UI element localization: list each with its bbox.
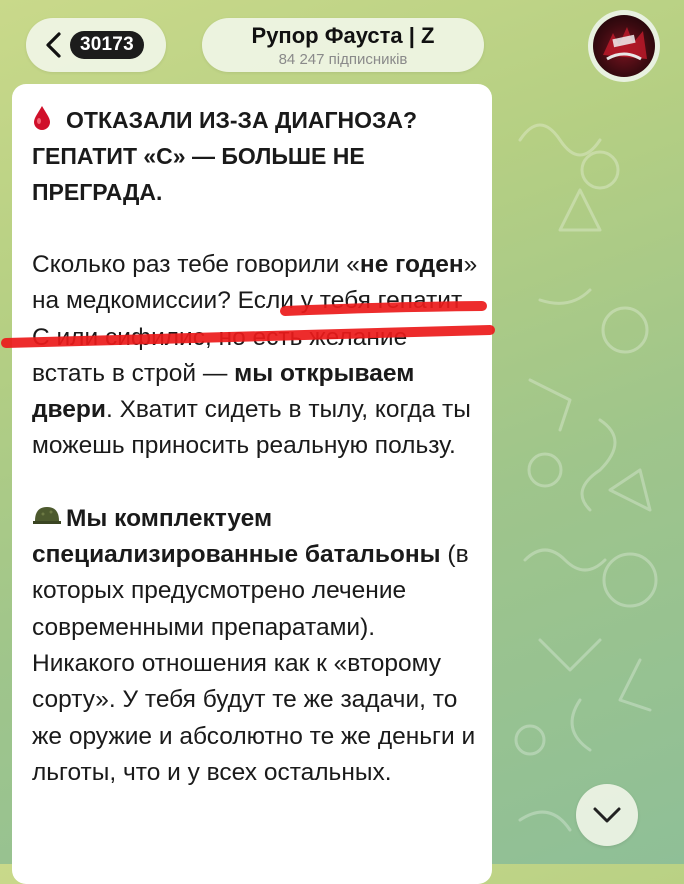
bold-battalions: Мы комплектуем специализированные батальоны (32, 504, 441, 569)
message-text (32, 102, 480, 791)
bold-open-doors: мы открываем двери (32, 359, 415, 424)
message-bubble (12, 84, 492, 884)
unread-badge: 30173 (70, 31, 144, 59)
channel-name: Рупор Фауста | Z (251, 23, 435, 48)
blood-drop-icon (32, 105, 52, 131)
channel-avatar[interactable] (588, 10, 660, 82)
chevron-down-icon (592, 806, 622, 824)
message-headline: ОТКАЗАЛИ ИЗ-ЗА ДИАГНОЗА? ГЕПАТИТ «С» — БОЛЬШЕ НЕ ПРЕГРАДА. (32, 107, 418, 205)
message-paragraph-1: Сколько раз тебе говорили «не годен» на медкомиссии? Если у тебя гепатит С или сифилис, но есть желание встать в строй — мы открываем двери. Хватит сидеть в тылу, когда ты можешь приносить реальную пользу. (32, 251, 478, 460)
message-paragraph-2: Мы комплектуем специализированные батальоны (в которых предусмотрено лечение современными препаратами). Никакого отношения как к «второму сорту». У тебя будут те же задачи, то же оружие и абсолютно те же деньги и льготы, что и у всех остальных. (32, 504, 476, 786)
scroll-down-button[interactable] (576, 784, 638, 846)
bold-not-fit: не годен (359, 251, 464, 278)
avatar-image (593, 15, 655, 77)
chat-header (0, 0, 684, 90)
back-button[interactable] (26, 18, 166, 72)
subscriber-count: 84 247 підписників (278, 51, 408, 68)
military-helmet-icon (32, 503, 62, 529)
chevron-left-icon (44, 31, 62, 59)
channel-title[interactable] (202, 18, 484, 72)
